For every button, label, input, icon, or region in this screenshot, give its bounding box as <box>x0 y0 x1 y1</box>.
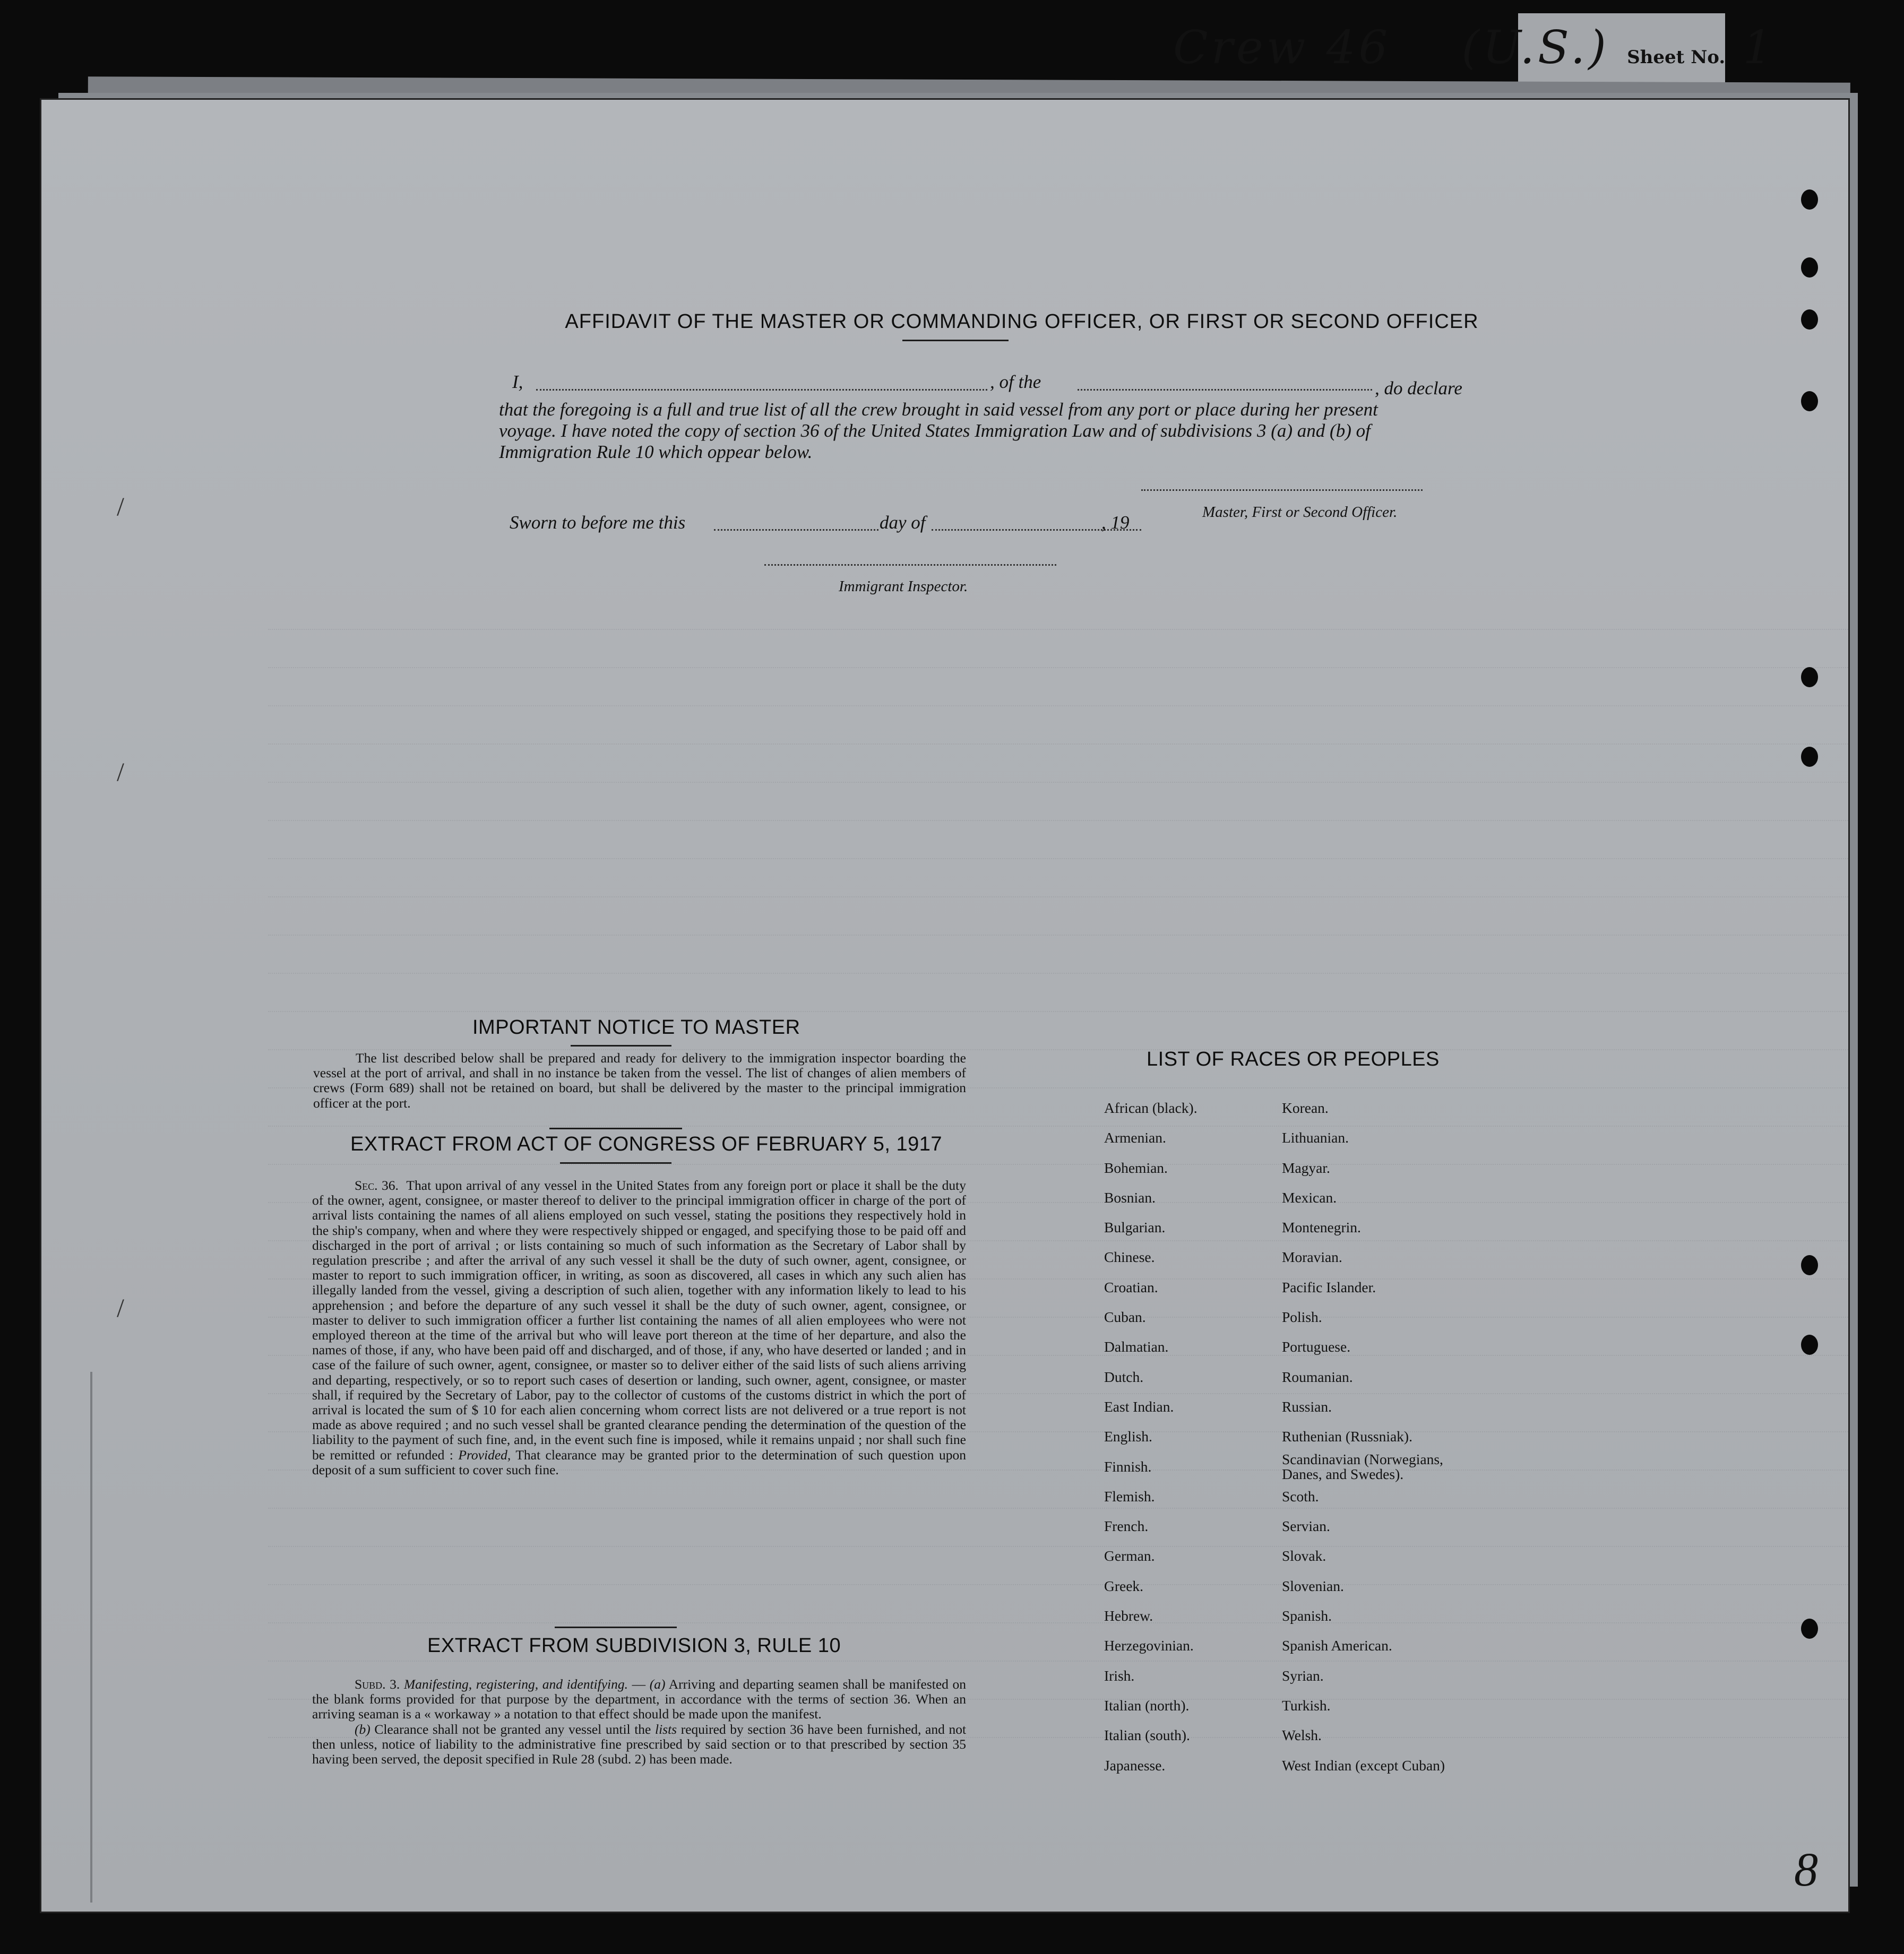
punch-hole <box>1801 257 1818 278</box>
race-item: Ruthenian (Russniak). <box>1282 1428 1412 1445</box>
race-item: Spanish American. <box>1282 1637 1392 1654</box>
race-item: Scoth. <box>1282 1488 1319 1505</box>
show-through-row <box>268 875 1850 897</box>
race-item: East Indian. <box>1104 1398 1174 1415</box>
race-item: Japanesse. <box>1104 1757 1166 1774</box>
margin-mark: / <box>117 1293 124 1322</box>
race-item: Korean. <box>1282 1100 1329 1116</box>
show-through-row <box>268 684 1850 706</box>
race-item: Magyar. <box>1282 1159 1330 1176</box>
races-title: LIST OF RACES OR PEOPLES <box>1147 1048 1440 1070</box>
master-signature-label: Master, First or Second Officer. <box>1202 504 1398 521</box>
show-through-row <box>268 722 1850 745</box>
section-label: Sec. 36. <box>355 1178 399 1193</box>
vessel-blank[interactable] <box>1078 389 1372 391</box>
margin-mark: / <box>117 491 124 521</box>
race-item: Montenegrin. <box>1282 1219 1361 1236</box>
race-item: English. <box>1104 1428 1152 1445</box>
race-item: Cuban. <box>1104 1309 1146 1326</box>
handwritten-country-annotation: (U.S.) <box>1461 21 1609 74</box>
race-item: Mexican. <box>1282 1189 1337 1206</box>
punch-hole <box>1801 1255 1818 1275</box>
race-item: Dalmatian. <box>1104 1338 1169 1355</box>
race-item: Bohemian. <box>1104 1159 1168 1176</box>
race-item: Greek. <box>1104 1577 1144 1594</box>
show-through-row <box>268 760 1850 783</box>
title-underline <box>902 340 1009 341</box>
sheet-number: 1 <box>1743 21 1776 74</box>
punch-hole <box>1801 391 1818 411</box>
punch-hole <box>1801 1619 1818 1639</box>
race-item: Flemish. <box>1104 1488 1155 1505</box>
race-item: Turkish. <box>1282 1697 1331 1714</box>
race-item: French. <box>1104 1518 1149 1535</box>
act-underline <box>560 1162 671 1164</box>
sworn-year-label: , 19 <box>1101 512 1130 533</box>
race-item: Polish. <box>1282 1309 1322 1326</box>
race-item: Italian (north). <box>1104 1697 1190 1714</box>
race-item: Hebrew. <box>1104 1607 1153 1624</box>
section-36-text: That upon arrival of any vessel in the United States from any foreign port or place it shall be the duty of the owner, agent, consignee, or master thereof to deliver to the principal immigration officer in charge of the port of arrival lists containing the names of all aliens employed on such vessel, stating the positions they respectively hold in the ship's company, when and where they were respectively shipped or engaged, and specifying those to be paid off and discharged in the port of arrival ; or lists containing so much of such information as the Secretary of Labor shall by regulation prescribe ; and after the arrival of any such vessel it shall be the duty of such owner, agent, consignee, or master to report to such immigration officer, in writing, as soon as discovered, all cases in which any such alien has illegally landed from the vessel, giving a description of such alien, together with any information likely to lead to his apprehension ; and before the departure of any such vessel it shall be the duty of such owner, agent, consignee, or master to deliver to such immigration officer a further list containing the names of all alien employees who were not employed thereon at the time of the arrival but who will leave port thereon at the time of her departure, and also the names of those, if any, who have been paid off and discharged, and of those, if any, who have deserted or landed ; and in case of the failure of such owner, agent, consignee, or master so to deliver either of the said lists of such aliens arriving and departing, respectively, or so to report such cases of desertion or landing, such owner, agent, consignee, or master shall, if required by the Secretary of Labor, pay to the collector of customs of the customs district in which the port of arrival is located the sum of $ 10 for each alien concerning whom correct lists are not delivered or a true report is not made as above required ; and no such vessel shall be granted clearance pending the determination of the question of the liability to the payment of such fine, and, in the event such fine is imposed, while it remains unpaid ; nor shall such fine be remitted or refunded : <box>312 1178 966 1463</box>
show-through-row <box>268 799 1850 821</box>
race-item: Armenian. <box>1104 1129 1166 1146</box>
show-through-row <box>268 1525 1850 1547</box>
race-item: Portuguese. <box>1282 1338 1351 1355</box>
affidavit-line-4: Immigration Rule 10 which oppear below. <box>499 442 813 462</box>
race-item: Italian (south). <box>1104 1727 1190 1744</box>
affidavit-line-3: voyage. I have noted the copy of section 36 of the United States Immigration Law and of subdivisions 3 (a) and (b) of <box>499 420 1371 441</box>
rule-overline <box>555 1627 677 1628</box>
sheet-label: Sheet No. <box>1627 47 1726 68</box>
races-right-column <box>1282 1093 1526 1780</box>
affidavit-line-1 <box>512 371 523 393</box>
proviso-text: That clearance may be granted prior to the determination of such question upon deposit of a sum sufficient to cover such fine. <box>312 1447 967 1477</box>
show-through-row <box>268 1563 1850 1585</box>
subd-label: Subd. 3. <box>355 1676 400 1692</box>
race-item: Servian. <box>1282 1518 1330 1535</box>
race-item: Croatian. <box>1104 1278 1158 1295</box>
race-item: African (black). <box>1104 1100 1197 1116</box>
punch-hole <box>1801 667 1818 687</box>
punch-hole <box>1801 189 1818 210</box>
race-item: Herzegovinian. <box>1104 1637 1194 1654</box>
race-item: Bosnian. <box>1104 1189 1156 1206</box>
notice-paragraph: The list described below shall be prepared and ready for delivery to the immigration inspector boarding the vessel at the port of arrival, and shall in no instance be taken from the vessel. The list of changes of alien members of crews (Form 689) shall not be retained on board, but shall be delivered by the master to the principal immigration officer at the port. <box>313 1050 966 1111</box>
para-b-lists: lists <box>654 1721 677 1737</box>
notice-body <box>313 1051 966 1111</box>
act-overline <box>549 1128 682 1129</box>
name-blank[interactable] <box>536 389 987 391</box>
race-item: Lithuanian. <box>1282 1129 1349 1146</box>
race-item: Slovak. <box>1282 1547 1326 1564</box>
race-item: Finnish. <box>1104 1458 1152 1475</box>
day-of-label: day of <box>880 512 926 533</box>
race-item: Moravian. <box>1282 1249 1342 1266</box>
race-item: Slovenian. <box>1282 1577 1344 1594</box>
rule-title: EXTRACT FROM SUBDIVISION 3, RULE 10 <box>427 1635 841 1657</box>
sworn-day-blank[interactable] <box>714 529 878 531</box>
notice-title: IMPORTANT NOTICE TO MASTER <box>472 1016 800 1039</box>
act-title: EXTRACT FROM ACT OF CONGRESS OF FEBRUARY 5, 1917 <box>350 1133 942 1155</box>
para-b-text-1: Clearance shall not be granted any vessel until the <box>374 1721 651 1737</box>
show-through-row <box>268 608 1850 630</box>
subd-heading: Manifesting, registering, and identifying. <box>403 1676 628 1692</box>
inspector-signature-label: Immigrant Inspector. <box>839 578 968 595</box>
affidavit-line-2: that the foregoing is a full and true list of all the crew brought in said vessel from any port or place during her present <box>499 399 1378 420</box>
of-the-label: , of the <box>990 371 1041 392</box>
race-item: Spanish. <box>1282 1607 1332 1624</box>
show-through-row <box>268 1601 1850 1623</box>
show-through-row <box>268 837 1850 859</box>
sworn-label: Sworn to before me this <box>510 512 686 533</box>
notice-underline <box>571 1045 671 1047</box>
race-item: Pacific Islander. <box>1282 1278 1376 1295</box>
affidavit-i: I, <box>512 371 523 392</box>
handwritten-page-number: 8 <box>1794 1844 1818 1896</box>
race-item: Dutch. <box>1104 1368 1144 1385</box>
race-item: Syrian. <box>1282 1667 1324 1684</box>
race-item: Chinese. <box>1104 1249 1155 1266</box>
act-body <box>312 1178 966 1477</box>
race-item: German. <box>1104 1547 1155 1564</box>
handwritten-header <box>1173 21 1776 80</box>
margin-mark: / <box>117 757 124 786</box>
race-item: West Indian (except Cuban) <box>1282 1757 1445 1774</box>
para-a-text: Arriving and departing seamen shall be manifested on the blank forms provided for that purpose by the department, in accordance with the terms of section 36. When an arriving seaman is a « workaway » a notation to that effect should be made upon the manifest. <box>312 1676 967 1722</box>
race-item: Scandinavian (Norwegians, Danes, and Swedes). <box>1282 1450 1443 1482</box>
handwritten-crew-annotation: Crew 46 <box>1173 21 1391 74</box>
show-through-row <box>268 646 1850 668</box>
punch-hole <box>1801 309 1818 330</box>
margin-rule <box>90 1372 92 1903</box>
para-b-label: (b) <box>355 1721 371 1737</box>
race-item: Russian. <box>1282 1398 1332 1415</box>
para-b-text-2: required by section 36 have been furnished, and not then unless, notice of liability to the administrative fine prescribed by said section or to that prescribed by section 35 having been served, the deposit specified in Rule 28 (subd. 2) has been made. <box>312 1721 967 1767</box>
do-declare-label: , do declare <box>1375 378 1462 399</box>
race-item: Welsh. <box>1282 1727 1322 1744</box>
show-through-row <box>268 913 1850 936</box>
form-page <box>40 98 1850 1913</box>
affidavit-title: AFFIDAVIT OF THE MASTER OR COMMANDING OFFICER, OR FIRST OR SECOND OFFICER <box>565 310 1479 333</box>
para-a-label: (a) <box>649 1676 666 1692</box>
inspector-signature-line[interactable] <box>764 564 1056 566</box>
punch-hole <box>1801 1335 1818 1355</box>
punch-hole <box>1801 747 1818 767</box>
master-signature-line[interactable] <box>1141 489 1423 491</box>
race-item: Roumanian. <box>1282 1368 1353 1385</box>
rule-body: Subd. 3. Manifesting, registering, and identifying. — (a) Arriving and departing seamen shall be manifested on the blank forms provided for that purpose by the department, in accordance with the terms of section 36. When an arriving seaman is a « workaway » a notation to that effect should be made upon the manifest. (b) Clearance shall not be granted any vessel until the lists required by section 36 have been furnished, and not then unless, notice of liability to the administrative fine prescribed by said section or to that prescribed by section 35 having been served, the deposit specified in Rule 28 (subd. 2) has been made. <box>312 1676 967 1767</box>
race-item: Bulgarian. <box>1104 1219 1166 1236</box>
show-through-row <box>268 1486 1850 1509</box>
proviso-label: Provided, <box>458 1447 511 1463</box>
races-left-column <box>1104 1093 1279 1780</box>
race-item: Irish. <box>1104 1667 1135 1684</box>
show-through-row <box>268 990 1850 1012</box>
show-through-row <box>268 952 1850 974</box>
